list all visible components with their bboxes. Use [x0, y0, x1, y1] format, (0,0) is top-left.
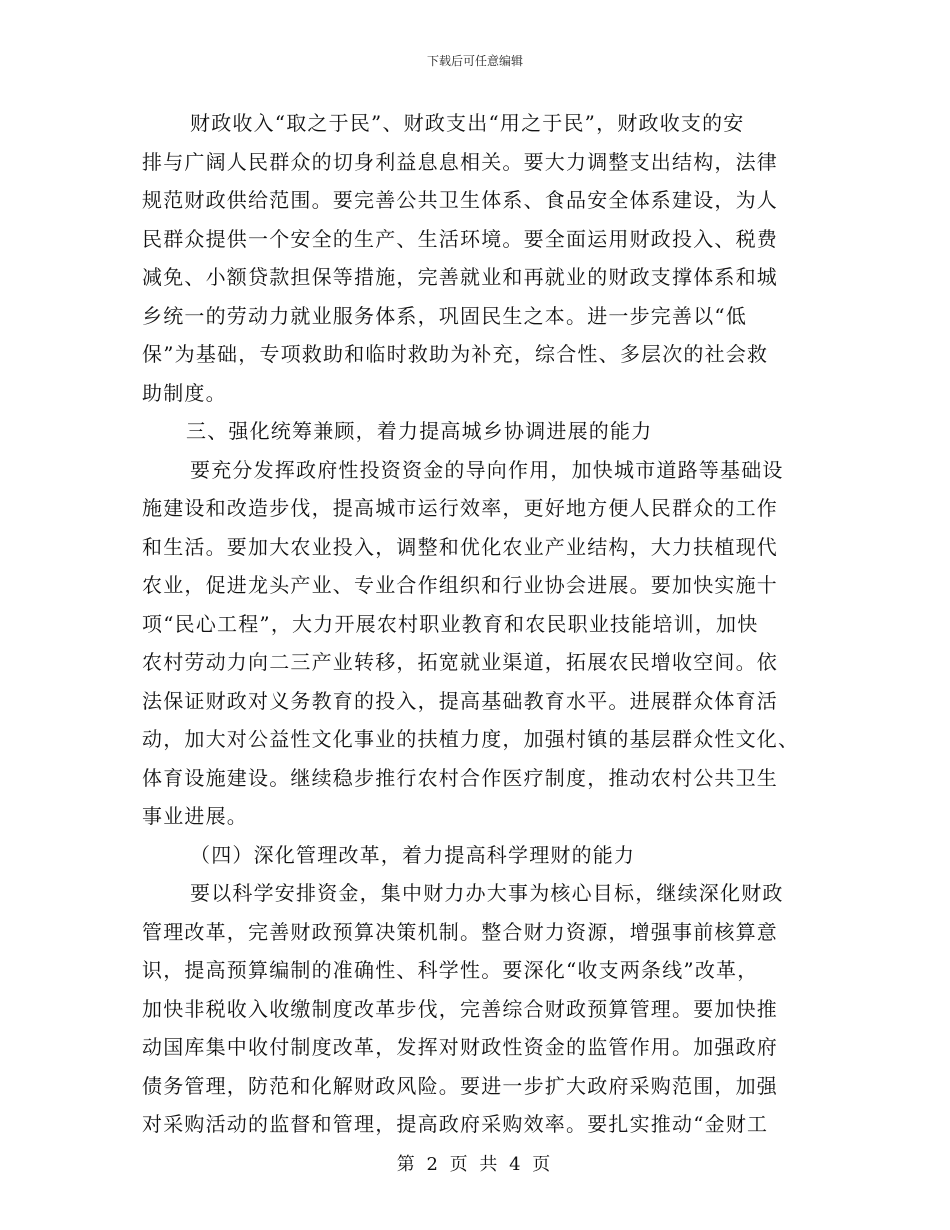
- text-line: 债务管理，防范和化解财政风险。要进一步扩大政府采购范围，加强: [142, 1073, 778, 1098]
- text-line: 要充分发挥政府性投资资金的导向作用，加快城市道路等基础设: [190, 457, 784, 482]
- text-line: 识，提高预算编制的准确性、科学性。要深化“收支两条线”改革，: [142, 958, 759, 982]
- text-line: 保”为基础，专项救助和临时救助为补充，综合性、多层次的社会救: [142, 342, 769, 366]
- section-heading: （四）深化管理改革，着力提高科学理财的能力: [190, 842, 636, 867]
- text-line: 乡统一的劳动力就业服务体系，巩固民生之本。进一步完善以“低: [142, 303, 748, 328]
- text-line: 体育设施建设。继续稳步推行农村合作医疗制度，推动农村公共卫生: [142, 765, 778, 790]
- text-line: 施建设和改造步伐，提高城市运行效率，更好地方便人民群众的工作: [142, 496, 778, 520]
- text-line: 助制度。: [142, 380, 227, 405]
- text-line: 动，加大对公益性文化事业的扶植力度，加强村镇的基层群众性文化、: [142, 727, 800, 751]
- text-line: 农业，促进龙头产业、专业合作组织和行业协会进展。要加快实施十: [142, 573, 778, 597]
- document-body: [142, 104, 812, 1144]
- text-line: 财政收入“取之于民”、财政支出“用之于民”，财政收支的安: [190, 111, 745, 135]
- text-line: 事业进展。: [142, 804, 248, 828]
- text-line: 管理改革，完善财政预算决策机制。整合财力资源，增强事前核算意: [142, 919, 778, 944]
- text-line: 和生活。要加大农业投入，调整和优化农业产业结构，大力扶植现代: [142, 534, 778, 559]
- text-line: 规范财政供给范围。要完善公共卫生体系、食品安全体系建设，为人: [142, 188, 778, 212]
- text-line: 民群众提供一个安全的生产、生活环境。要全面运用财政投入、税费: [142, 226, 778, 251]
- text-line: 减免、小额贷款担保等措施，完善就业和再就业的财政支撑体系和城: [142, 265, 778, 289]
- section-heading: 三、强化统筹兼顾，着力提高城乡协调进展的能力: [186, 419, 653, 443]
- text-line: 项“民心工程”，大力开展农村职业教育和农民职业技能培训，加快: [142, 611, 759, 636]
- page-footer: 第 2 页 共 4 页: [396, 1154, 554, 1175]
- text-line: 要以科学安排资金，集中财力办大事为核心目标，继续深化财政: [190, 881, 784, 905]
- page-header: 下载后可任意编辑: [426, 54, 523, 68]
- text-line: 对采购活动的监督和管理，提高政府采购效率。要扎实推动“金财工: [142, 1112, 769, 1136]
- text-line: 法保证财政对义务教育的投入，提高基础教育水平。进展群众体育活: [142, 688, 778, 713]
- text-line: 动国库集中收付制度改革，发挥对财政性资金的监管作用。加强政府: [142, 1035, 778, 1059]
- text-line: 加快非税收入收缴制度改革步伐，完善综合财政预算管理。要加快推: [142, 996, 778, 1021]
- text-line: 农村劳动力向二三产业转移，拓宽就业渠道，拓展农民增收空间。依: [142, 650, 778, 674]
- text-line: 排与广阔人民群众的切身利益息息相关。要大力调整支出结构，法律: [142, 149, 778, 174]
